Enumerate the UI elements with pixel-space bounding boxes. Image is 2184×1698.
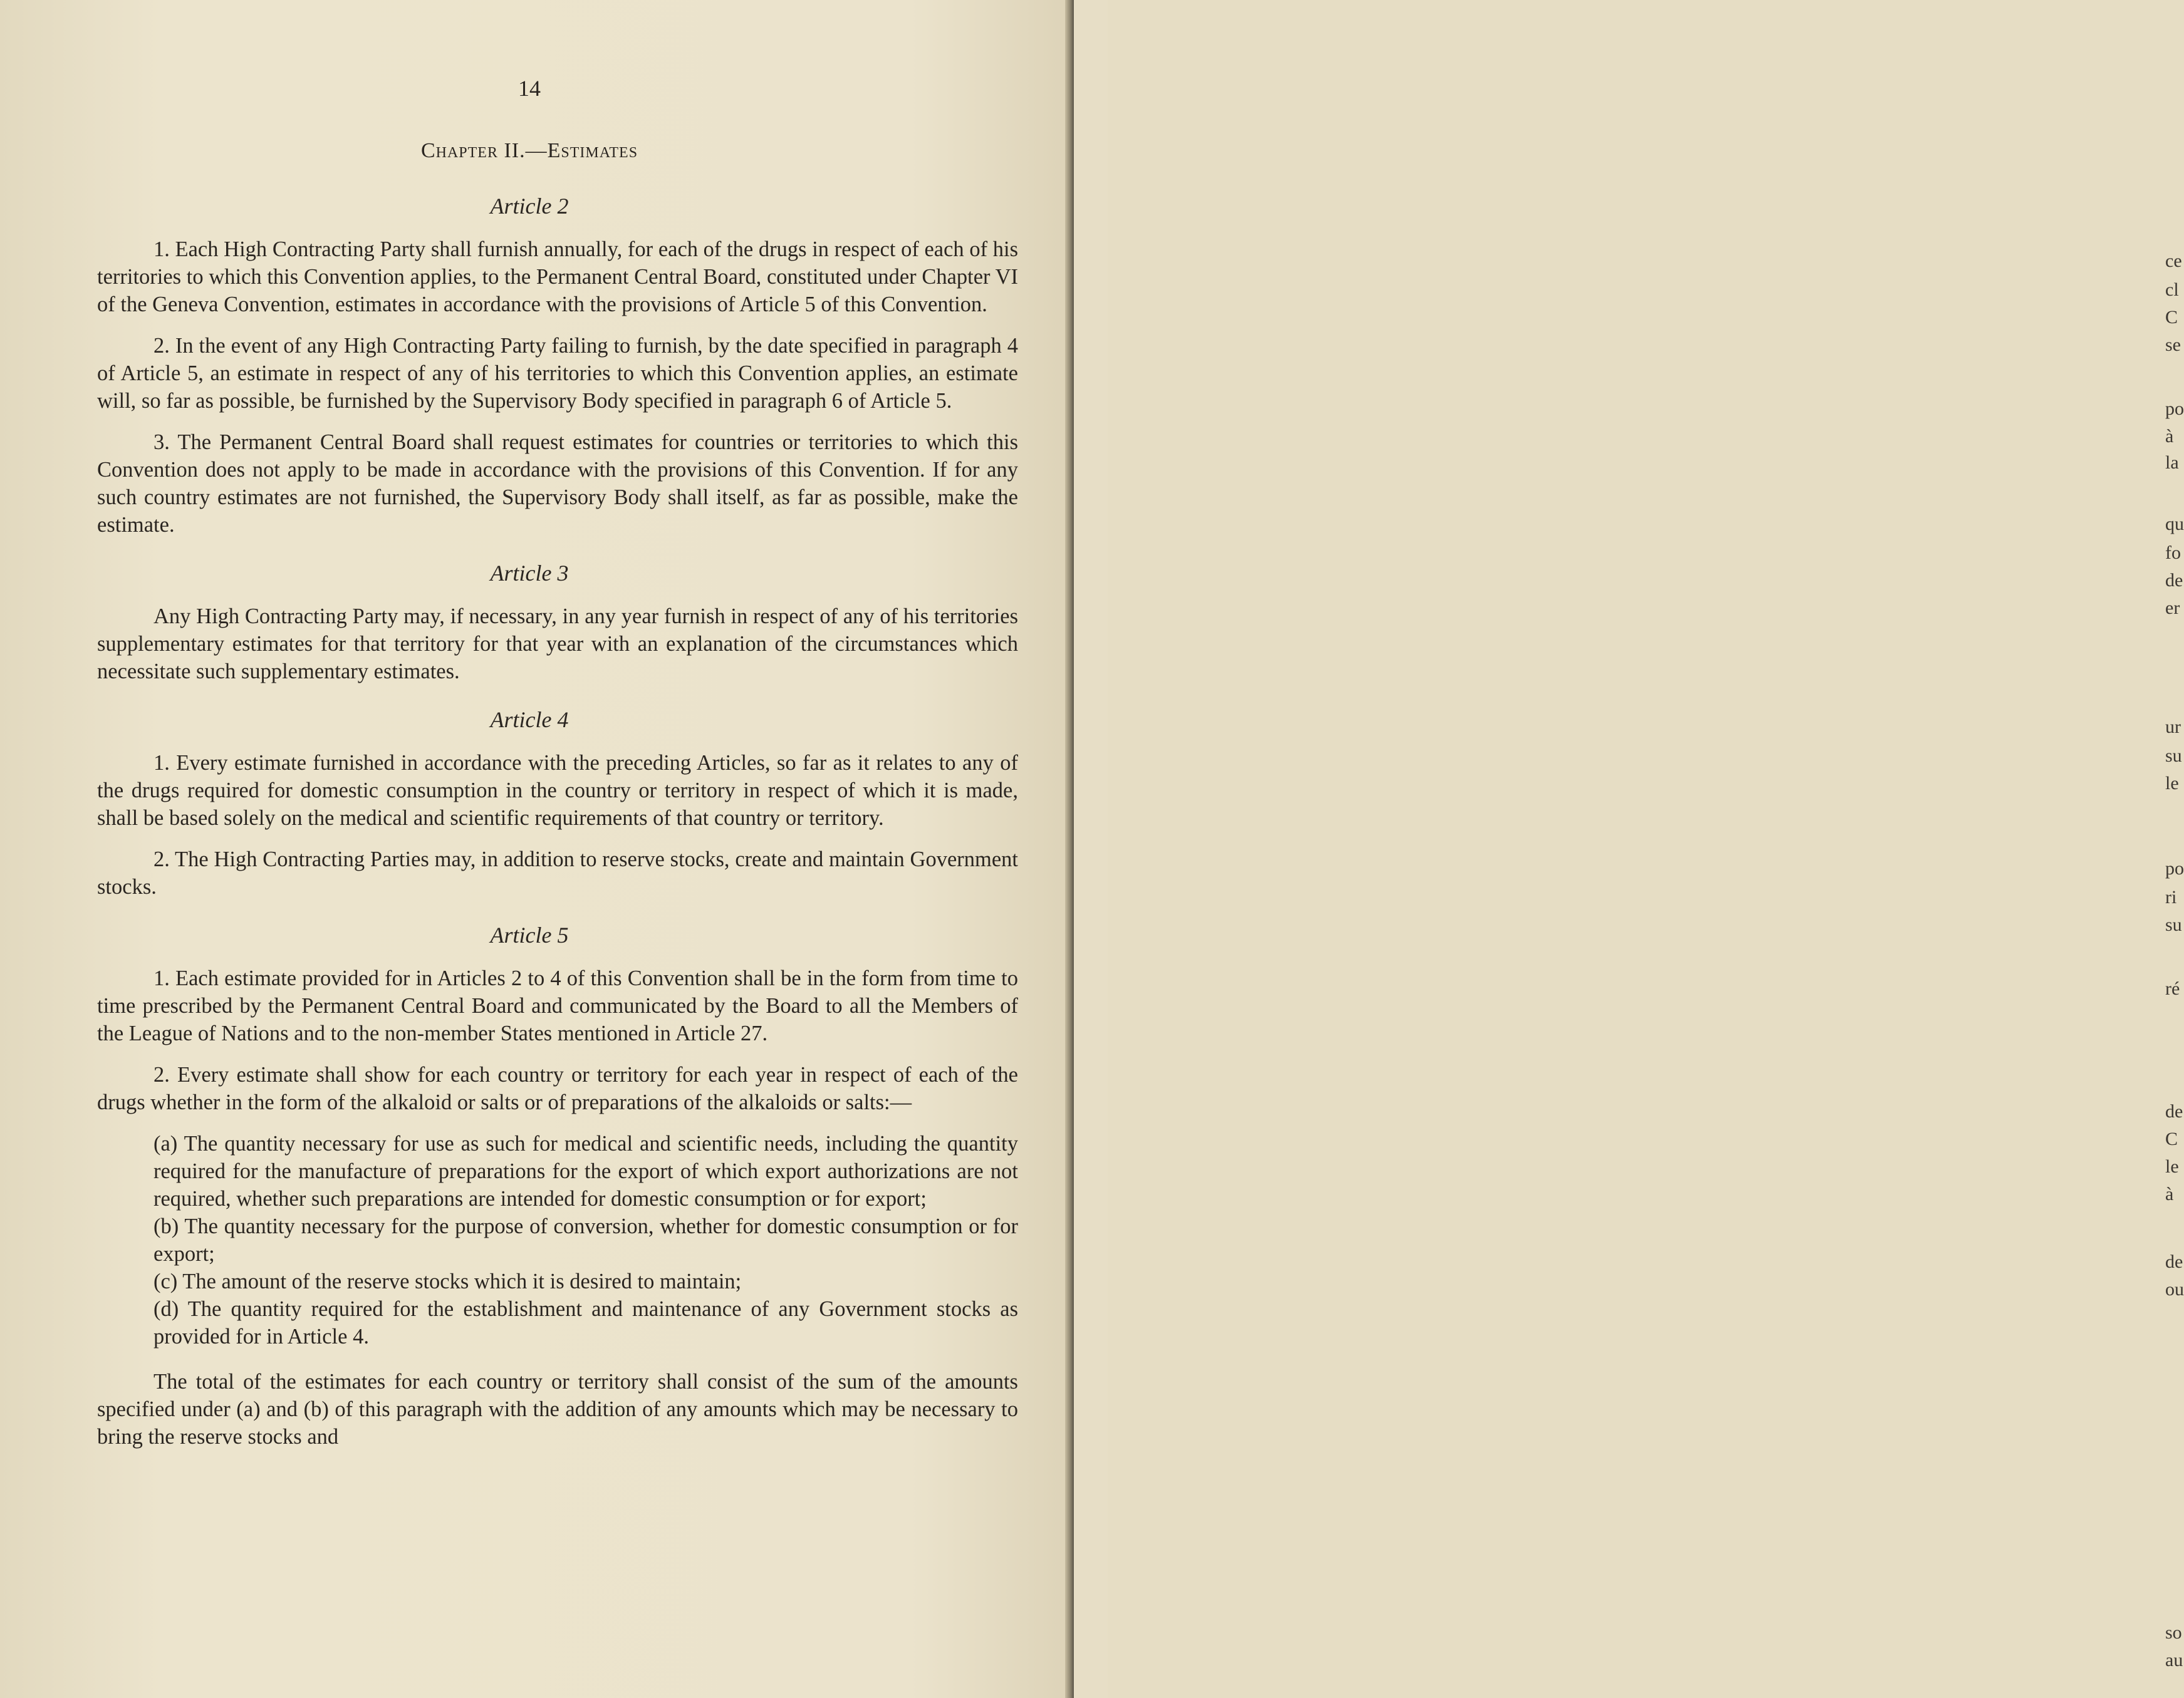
adjacent-page-fragment: à <box>2165 1184 2174 1204</box>
adjacent-page-fragment: de <box>2165 1101 2183 1122</box>
article-5-item-d: (d) The quantity required for the establishment and maintenance of any Government stocks as provided for in Article 4. <box>153 1297 1018 1349</box>
page-number: 14 <box>518 76 541 101</box>
adjacent-page-fragment: so <box>2165 1622 2182 1643</box>
article-5-item-b: (b) The quantity necessary for the purpose of conversion, whether for domestic consumption or for export; <box>153 1214 1018 1266</box>
adjacent-page-fragment: po <box>2165 398 2184 419</box>
article-5-paragraph-2: 2. Every estimate shall show for each country or territory for each year in respect of each of the drugs whether in the form of the alkaloid or salts or of preparations of the alkaloids or salts:— <box>97 1063 1018 1114</box>
article-2-paragraph-1: 1. Each High Contracting Party shall furnish annually, for each of the drugs in respect of each of his territories to which this Convention applies, to the Permanent Central Board, constituted under Chapter VI of the Geneva Convention, estimates in accordance with the provisions of Article 5 of this Convention. <box>97 237 1018 316</box>
article-2-paragraph-2: 2. In the event of any High Contracting Party failing to furnish, by the date specified in paragraph 4 of Article 5, an estimate in respect of any of his territories to which this Convention applies, an estimate will, so far as possible, be furnished by the Supervisory Body specified in paragraph 6 of Article 5. <box>97 334 1018 413</box>
adjacent-page-fragment: ce <box>2165 251 2182 271</box>
adjacent-page-fragment: au <box>2165 1650 2183 1670</box>
article-3-paragraph-1: Any High Contracting Party may, if necessary, in any year furnish in respect of any of his territories supplementary estimates for that territory for that year with an explanation of the circumstances which necessitate such supplementary estimates. <box>97 604 1018 683</box>
adjacent-page-fragment: le <box>2165 1156 2179 1177</box>
adjacent-page-fragment: ur <box>2165 717 2181 737</box>
article-3-title: Article 3 <box>490 561 569 586</box>
adjacent-page-fragment: su <box>2165 914 2182 935</box>
article-5-paragraph-1: 1. Each estimate provided for in Articles 2 to 4 of this Convention shall be in the form from time to time prescribed by the Permanent Central Board and communicated by the Board to all the Members of the League of Nations and to the non-member States mentioned in Article 27. <box>97 966 1018 1045</box>
adjacent-page-fragment: qu <box>2165 514 2184 534</box>
article-4-paragraph-2: 2. The High Contracting Parties may, in addition to reserve stocks, create and maintain Government stocks. <box>97 847 1018 899</box>
page-content <box>97 75 1037 1464</box>
adjacent-page-fragment: ré <box>2165 978 2180 999</box>
adjacent-page-fragment: fo <box>2165 542 2181 563</box>
adjacent-page-fragment: de <box>2165 570 2183 591</box>
adjacent-page-strip <box>1074 0 2184 1698</box>
adjacent-page-fragment: er <box>2165 598 2180 618</box>
adjacent-page-fragment: à <box>2165 426 2174 447</box>
adjacent-page-fragment: po <box>2165 858 2184 879</box>
book-gutter <box>1065 0 1074 1698</box>
adjacent-page-fragment: le <box>2165 773 2179 794</box>
adjacent-page-fragment: su <box>2165 745 2182 766</box>
chapter-title: Chapter II.—Estimates <box>420 139 638 162</box>
adjacent-page-fragment: C <box>2165 1129 2178 1149</box>
article-5-item-a: (a) The quantity necessary for use as such for medical and scientific needs, including the quantity required for the manufacture of preparations for the export of which export authorizations are not required, whether such preparations are intended for domestic consumption or for export; <box>153 1132 1018 1211</box>
article-4-title: Article 4 <box>490 707 569 732</box>
article-5-paragraph-3: The total of the estimates for each country or territory shall consist of the sum of the amounts specified under (a) and (b) of this paragraph with the addition of any amounts which may be necessary to bring the reserve stocks and <box>97 1370 1018 1449</box>
adjacent-page-fragment: la <box>2165 452 2179 473</box>
adjacent-page-fragment: cl <box>2165 279 2179 300</box>
adjacent-page-fragment: de <box>2165 1251 2183 1272</box>
article-5-subitems <box>153 1130 1018 1350</box>
adjacent-page-fragment: ou <box>2165 1279 2184 1300</box>
article-2-paragraph-3: 3. The Permanent Central Board shall request estimates for countries or territories to which this Convention does not apply to be made in accordance with the provisions of this Convention. If for any such country estimates are not furnished, the Supervisory Body shall itself, as far as possible, make the estimate. <box>97 430 1018 537</box>
article-4-paragraph-1: 1. Every estimate furnished in accordance with the preceding Articles, so far as it relates to any of the drugs required for domestic consumption in the country or territory in respect of which it is made, shall be based solely on the medical and scientific requirements of that country or territory. <box>97 751 1018 830</box>
adjacent-page-fragment: C <box>2165 307 2178 328</box>
adjacent-page-fragment: se <box>2165 334 2181 355</box>
article-5-title: Article 5 <box>490 923 569 948</box>
article-2-title: Article 2 <box>490 194 569 219</box>
adjacent-page-fragment: ri <box>2165 887 2177 908</box>
article-5-item-c: (c) The amount of the reserve stocks which it is desired to maintain; <box>153 1270 742 1293</box>
